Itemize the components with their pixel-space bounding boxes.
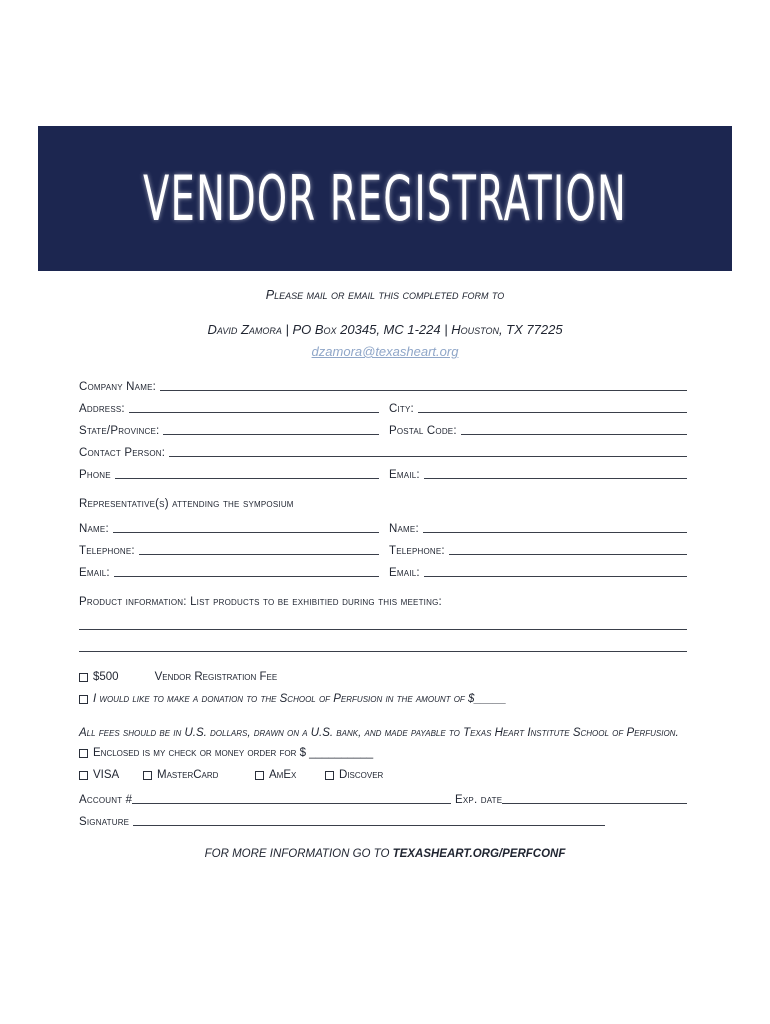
fee-amount: $500 <box>93 671 119 683</box>
rep-name-line-2[interactable] <box>423 520 687 533</box>
state-line[interactable] <box>163 422 379 435</box>
company-name-label: Company Name: <box>79 381 157 393</box>
donation-text: I would like to make a donation to the School of Perfusion in the amount of $_____ <box>93 693 507 705</box>
address-field[interactable] <box>79 399 379 415</box>
card-label-discover: Discover <box>339 769 384 781</box>
city-line[interactable] <box>418 400 687 413</box>
card-label-amex: AmEx <box>269 769 297 781</box>
representatives-heading: Representative(s) attending the symposium <box>79 498 294 510</box>
rep-telephone-line-1[interactable] <box>139 542 379 555</box>
rep-telephone-label-1: Telephone: <box>79 545 135 557</box>
signature-line[interactable] <box>133 813 605 826</box>
rep-telephone-field-2[interactable] <box>389 541 687 557</box>
state-field[interactable] <box>79 421 379 437</box>
rep-telephone-line-2[interactable] <box>449 542 687 555</box>
rep-name-label-1: Name: <box>79 523 109 535</box>
city-label: City: <box>389 403 414 415</box>
rep-name-field-2[interactable] <box>389 519 687 535</box>
exp-date-line[interactable] <box>502 791 687 804</box>
company-name-line[interactable] <box>160 378 687 391</box>
product-info-line-2[interactable] <box>79 651 687 652</box>
fees-note: All fees should be in U.S. dollars, drawn on a U.S. bank, and made payable to Texas Heart Institute School of Perfusion. <box>79 727 679 739</box>
card-option-visa[interactable] <box>79 769 119 781</box>
signature-field[interactable] <box>79 812 605 828</box>
company-name-field[interactable] <box>79 377 687 393</box>
contact-email-link[interactable]: dzamora@texasheart.org <box>311 344 459 359</box>
city-field[interactable] <box>389 399 687 415</box>
product-info-line-1[interactable] <box>79 629 687 630</box>
mailing-address: David Zamora | PO Box 20345, MC 1-224 | Houston, TX 77225 <box>207 322 563 337</box>
contact-person-line[interactable] <box>169 444 687 457</box>
check-enclosed-checkbox[interactable] <box>79 749 88 758</box>
phone-label: Phone <box>79 469 111 481</box>
postal-code-field[interactable] <box>389 421 687 437</box>
contact-person-field[interactable] <box>79 443 687 459</box>
email-line[interactable] <box>424 466 687 479</box>
registration-fee-option[interactable] <box>79 671 277 683</box>
amex-checkbox[interactable] <box>255 771 264 780</box>
card-option-discover[interactable] <box>325 769 383 781</box>
rep-email-line-1[interactable] <box>114 564 379 577</box>
rep-name-line-1[interactable] <box>113 520 379 533</box>
donation-checkbox[interactable] <box>79 695 88 704</box>
discover-checkbox[interactable] <box>325 771 334 780</box>
contact-person-label: Contact Person: <box>79 447 166 459</box>
rep-email-field-1[interactable] <box>79 563 379 579</box>
fee-label: Vendor Registration Fee <box>154 671 278 683</box>
product-info-heading: Product information: List products to be exhibitied during this meeting: <box>79 596 442 608</box>
card-label-mastercard: MasterCard <box>157 769 219 781</box>
footer-text: FOR MORE INFORMATION GO TO <box>204 848 390 860</box>
rep-telephone-field-1[interactable] <box>79 541 379 557</box>
rep-email-label-2: Email: <box>389 567 420 579</box>
account-number-line[interactable] <box>132 791 451 804</box>
rep-name-field-1[interactable] <box>79 519 379 535</box>
check-enclosed-option[interactable] <box>79 747 373 759</box>
card-option-amex[interactable] <box>255 769 296 781</box>
exp-date-label: Exp. date <box>455 794 503 806</box>
phone-line[interactable] <box>115 466 379 479</box>
account-number-field[interactable] <box>79 790 451 806</box>
address-line[interactable] <box>129 400 379 413</box>
rep-name-label-2: Name: <box>389 523 419 535</box>
donation-option[interactable] <box>79 693 506 705</box>
check-enclosed-text: Enclosed is my check or money order for $ __________ <box>93 747 374 759</box>
postal-code-line[interactable] <box>461 422 687 435</box>
signature-label: Signature <box>79 816 130 828</box>
rep-email-label-1: Email: <box>79 567 110 579</box>
rep-email-field-2[interactable] <box>389 563 687 579</box>
footer <box>0 848 770 860</box>
registration-fee-checkbox[interactable] <box>79 673 88 682</box>
rep-telephone-label-2: Telephone: <box>389 545 445 557</box>
card-label-visa: VISA <box>93 769 120 781</box>
account-number-label: Account # <box>79 794 133 806</box>
title-banner <box>38 126 732 271</box>
visa-checkbox[interactable] <box>79 771 88 780</box>
mastercard-checkbox[interactable] <box>143 771 152 780</box>
phone-field[interactable] <box>79 465 379 481</box>
email-label: Email: <box>389 469 420 481</box>
state-label: State/Province: <box>79 425 160 437</box>
footer-link[interactable]: TEXASHEART.ORG/PERFCONF <box>392 848 566 860</box>
email-field[interactable] <box>389 465 687 481</box>
mail-instructions: Please mail or email this completed form to <box>265 288 505 302</box>
postal-code-label: Postal Code: <box>389 425 457 437</box>
rep-email-line-2[interactable] <box>424 564 687 577</box>
address-label: Address: <box>79 403 125 415</box>
page-title: VENDOR REGISTRATION <box>143 162 627 235</box>
card-option-mastercard[interactable] <box>143 769 218 781</box>
exp-date-field[interactable] <box>455 790 687 806</box>
